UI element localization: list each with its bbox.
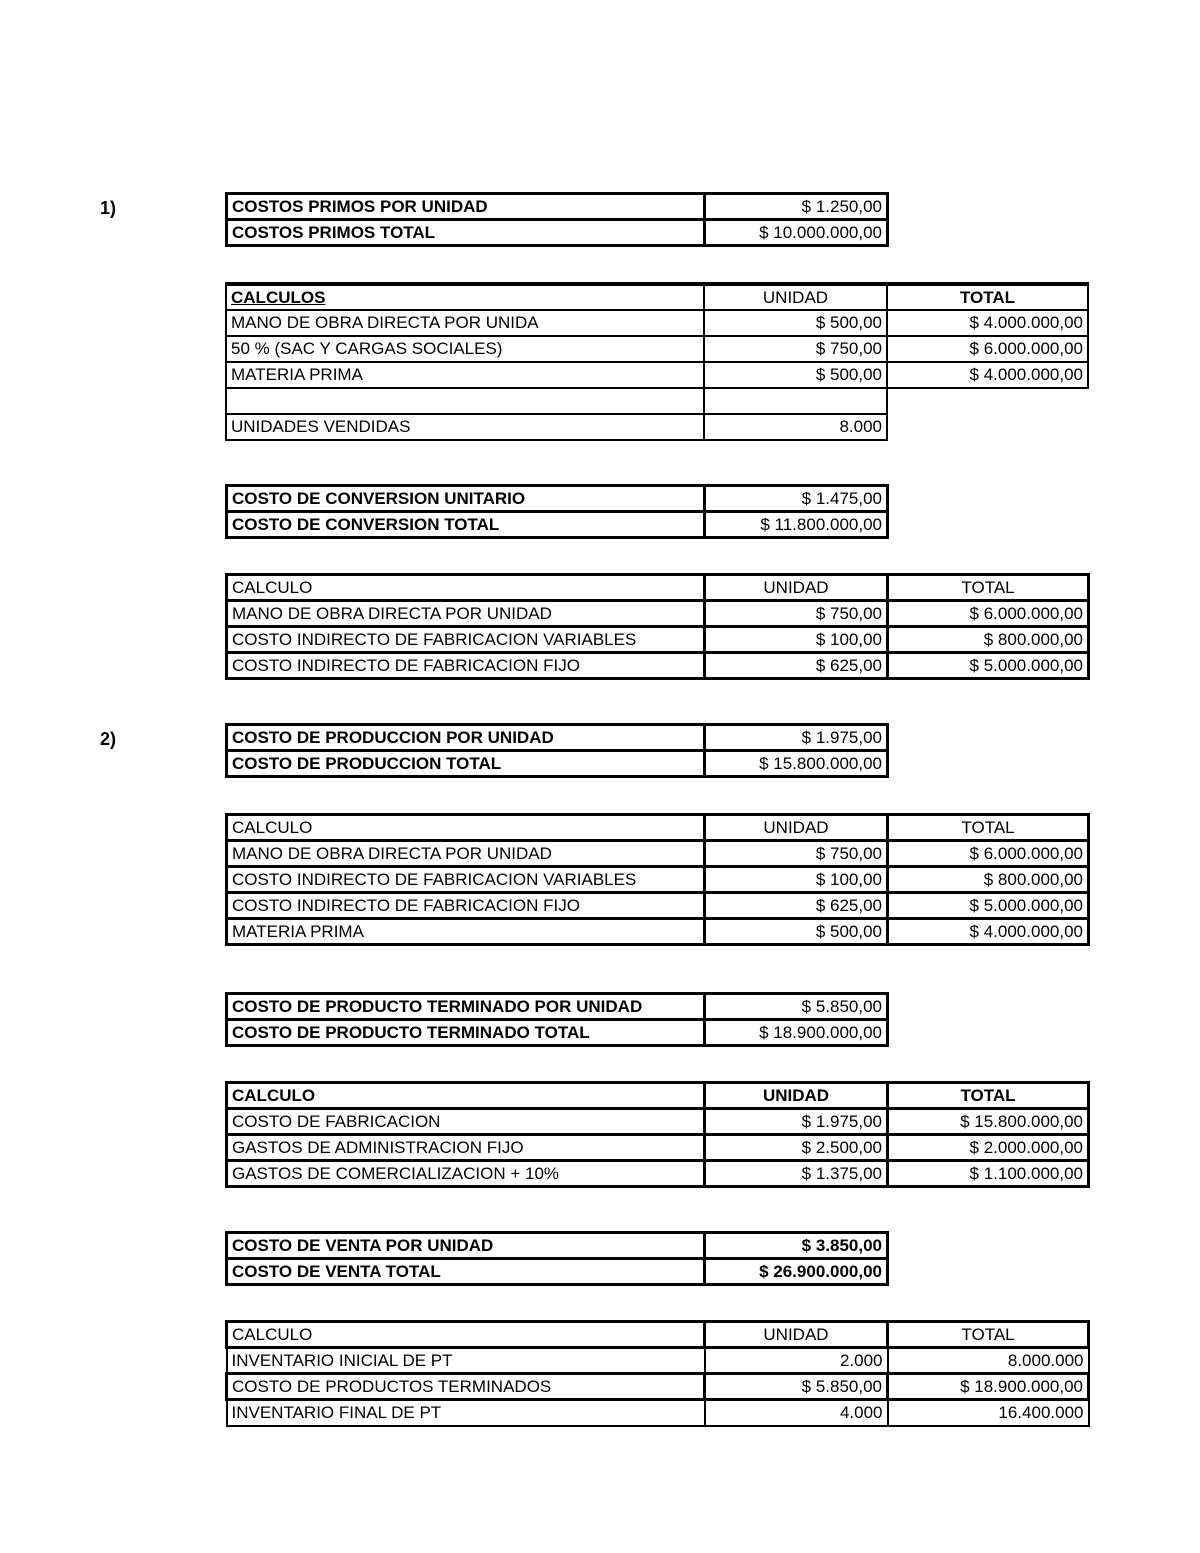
row-label: INVENTARIO FINAL DE PT — [227, 1400, 705, 1426]
terminado-table — [225, 992, 889, 1047]
venta-total-label: COSTO DE VENTA TOTAL — [227, 1259, 705, 1285]
table-row — [227, 994, 888, 1020]
row-unidad: $ 500,00 — [705, 919, 888, 945]
table-row — [227, 1135, 1089, 1161]
unidades-vendidas-value: 8.000 — [704, 414, 887, 440]
header-unidad: UNIDAD — [705, 575, 888, 601]
row-label: MATERIA PRIMA — [226, 362, 704, 388]
table-row — [227, 919, 1089, 945]
table-row — [226, 414, 1088, 440]
calculo-produccion-table — [225, 813, 1090, 946]
question-1-label: 1) — [100, 198, 117, 218]
row-total: 16.400.000 — [888, 1400, 1089, 1426]
row-total: $ 15.800.000,00 — [888, 1109, 1089, 1135]
header-total: TOTAL — [888, 1322, 1089, 1348]
table-row — [227, 601, 1089, 627]
row-unidad: 2.000 — [705, 1348, 888, 1374]
unidades-vendidas-label: UNIDADES VENDIDAS — [226, 414, 704, 440]
conversion-total-value: $ 11.800.000,00 — [705, 512, 888, 538]
empty-cell — [226, 388, 704, 414]
table-row — [227, 893, 1089, 919]
row-unidad: $ 625,00 — [705, 893, 888, 919]
produccion-total-label: COSTO DE PRODUCCION TOTAL — [227, 751, 705, 777]
table-row — [227, 1374, 1089, 1400]
costos-primos-unit-value: $ 1.250,00 — [705, 194, 888, 220]
header-unidad: UNIDAD — [704, 284, 887, 310]
question-2-label: 2) — [100, 729, 117, 749]
row-total: 8.000.000 — [888, 1348, 1089, 1374]
calculo-venta-table — [225, 1320, 1090, 1427]
table-row — [227, 751, 888, 777]
table-header-row — [227, 815, 1089, 841]
header-total: TOTAL — [888, 575, 1089, 601]
header-total: TOTAL — [887, 284, 1088, 310]
row-total: $ 6.000.000,00 — [888, 841, 1089, 867]
calculo-conversion-table — [225, 573, 1090, 680]
produccion-table — [225, 723, 889, 778]
row-total: $ 1.100.000,00 — [888, 1161, 1089, 1187]
table-row — [227, 1348, 1089, 1374]
row-unidad: $ 750,00 — [705, 841, 888, 867]
terminado-unit-value: $ 5.850,00 — [705, 994, 888, 1020]
row-total: $ 800.000,00 — [888, 867, 1089, 893]
header-concepto: CALCULO — [227, 1322, 705, 1348]
header-unidad: UNIDAD — [705, 1322, 888, 1348]
table-row — [227, 627, 1089, 653]
calculo-terminado-table — [225, 1081, 1090, 1188]
table-header-row — [226, 284, 1088, 310]
row-total: $ 800.000,00 — [888, 627, 1089, 653]
row-label: COSTO INDIRECTO DE FABRICACION FIJO — [227, 653, 705, 679]
header-concepto: CALCULO — [227, 1083, 705, 1109]
costos-primos-unit-label: COSTOS PRIMOS POR UNIDAD — [227, 194, 705, 220]
row-total: $ 6.000.000,00 — [887, 336, 1088, 362]
table-row — [227, 1161, 1089, 1187]
empty-cell — [887, 388, 1088, 414]
costos-primos-table — [225, 192, 889, 247]
row-unidad: $ 625,00 — [705, 653, 888, 679]
row-label: COSTO INDIRECTO DE FABRICACION FIJO — [227, 893, 705, 919]
table-row — [227, 841, 1089, 867]
row-unidad: $ 1.975,00 — [705, 1109, 888, 1135]
row-unidad: $ 1.375,00 — [705, 1161, 888, 1187]
produccion-unit-value: $ 1.975,00 — [705, 725, 888, 751]
costos-primos-total-label: COSTOS PRIMOS TOTAL — [227, 220, 705, 246]
row-unidad: $ 100,00 — [705, 867, 888, 893]
table-row — [227, 1259, 888, 1285]
row-total: $ 4.000.000,00 — [888, 919, 1089, 945]
row-label: MANO DE OBRA DIRECTA POR UNIDAD — [227, 601, 705, 627]
row-label: INVENTARIO INICIAL DE PT — [227, 1348, 705, 1374]
table-header-row — [227, 1083, 1089, 1109]
table-row — [227, 1400, 1089, 1426]
row-label: COSTO DE PRODUCTOS TERMINADOS — [227, 1374, 705, 1400]
table-row — [227, 486, 888, 512]
header-unidad: UNIDAD — [705, 815, 888, 841]
empty-row — [226, 388, 1088, 414]
header-total: TOTAL — [888, 1083, 1089, 1109]
row-label: MANO DE OBRA DIRECTA POR UNIDA — [226, 310, 704, 336]
produccion-unit-label: COSTO DE PRODUCCION POR UNIDAD — [227, 725, 705, 751]
row-unidad: $ 100,00 — [705, 627, 888, 653]
venta-total-value: $ 26.900.000,00 — [705, 1259, 888, 1285]
row-unidad: $ 500,00 — [704, 310, 887, 336]
row-label: COSTO INDIRECTO DE FABRICACION VARIABLES — [227, 867, 705, 893]
costos-primos-total-value: $ 10.000.000,00 — [705, 220, 888, 246]
conversion-table — [225, 484, 889, 539]
table-row — [227, 653, 1089, 679]
row-total: $ 2.000.000,00 — [888, 1135, 1089, 1161]
header-total: TOTAL — [888, 815, 1089, 841]
row-unidad: $ 750,00 — [705, 601, 888, 627]
table-row — [227, 1233, 888, 1259]
empty-cell — [704, 388, 887, 414]
header-concepto: CALCULO — [227, 575, 705, 601]
table-row — [227, 512, 888, 538]
row-unidad: $ 2.500,00 — [705, 1135, 888, 1161]
row-label: GASTOS DE COMERCIALIZACION + 10% — [227, 1161, 705, 1187]
venta-table — [225, 1231, 889, 1286]
table-row — [227, 867, 1089, 893]
row-label: COSTO DE FABRICACION — [227, 1109, 705, 1135]
terminado-total-value: $ 18.900.000,00 — [705, 1020, 888, 1046]
row-total: $ 4.000.000,00 — [887, 362, 1088, 388]
venta-unit-value: $ 3.850,00 — [705, 1233, 888, 1259]
conversion-unit-label: COSTO DE CONVERSION UNITARIO — [227, 486, 705, 512]
header-concepto: CALCULOS — [226, 284, 704, 310]
table-row — [227, 1020, 888, 1046]
row-unidad: $ 750,00 — [704, 336, 887, 362]
table-row — [226, 336, 1088, 362]
terminado-unit-label: COSTO DE PRODUCTO TERMINADO POR UNIDAD — [227, 994, 705, 1020]
row-unidad: $ 5.850,00 — [705, 1374, 888, 1400]
terminado-total-label: COSTO DE PRODUCTO TERMINADO TOTAL — [227, 1020, 705, 1046]
calculos-primos-table — [225, 282, 1089, 441]
row-label: GASTOS DE ADMINISTRACION FIJO — [227, 1135, 705, 1161]
row-total: $ 4.000.000,00 — [887, 310, 1088, 336]
row-label: COSTO INDIRECTO DE FABRICACION VARIABLES — [227, 627, 705, 653]
conversion-total-label: COSTO DE CONVERSION TOTAL — [227, 512, 705, 538]
conversion-unit-value: $ 1.475,00 — [705, 486, 888, 512]
header-unidad: UNIDAD — [705, 1083, 888, 1109]
table-row — [227, 194, 888, 220]
row-total: $ 5.000.000,00 — [888, 653, 1089, 679]
header-concepto: CALCULO — [227, 815, 705, 841]
empty-cell — [887, 414, 1088, 440]
row-unidad: 4.000 — [705, 1400, 888, 1426]
table-header-row — [227, 1322, 1089, 1348]
row-total: $ 18.900.000,00 — [888, 1374, 1089, 1400]
row-label: MATERIA PRIMA — [227, 919, 705, 945]
row-label: 50 % (SAC Y CARGAS SOCIALES) — [226, 336, 704, 362]
row-total: $ 5.000.000,00 — [888, 893, 1089, 919]
row-label: MANO DE OBRA DIRECTA POR UNIDAD — [227, 841, 705, 867]
table-row — [227, 725, 888, 751]
row-total: $ 6.000.000,00 — [888, 601, 1089, 627]
table-header-row — [227, 575, 1089, 601]
venta-unit-label: COSTO DE VENTA POR UNIDAD — [227, 1233, 705, 1259]
table-row — [226, 362, 1088, 388]
table-row — [226, 310, 1088, 336]
table-row — [227, 220, 888, 246]
produccion-total-value: $ 15.800.000,00 — [705, 751, 888, 777]
table-row — [227, 1109, 1089, 1135]
row-unidad: $ 500,00 — [704, 362, 887, 388]
